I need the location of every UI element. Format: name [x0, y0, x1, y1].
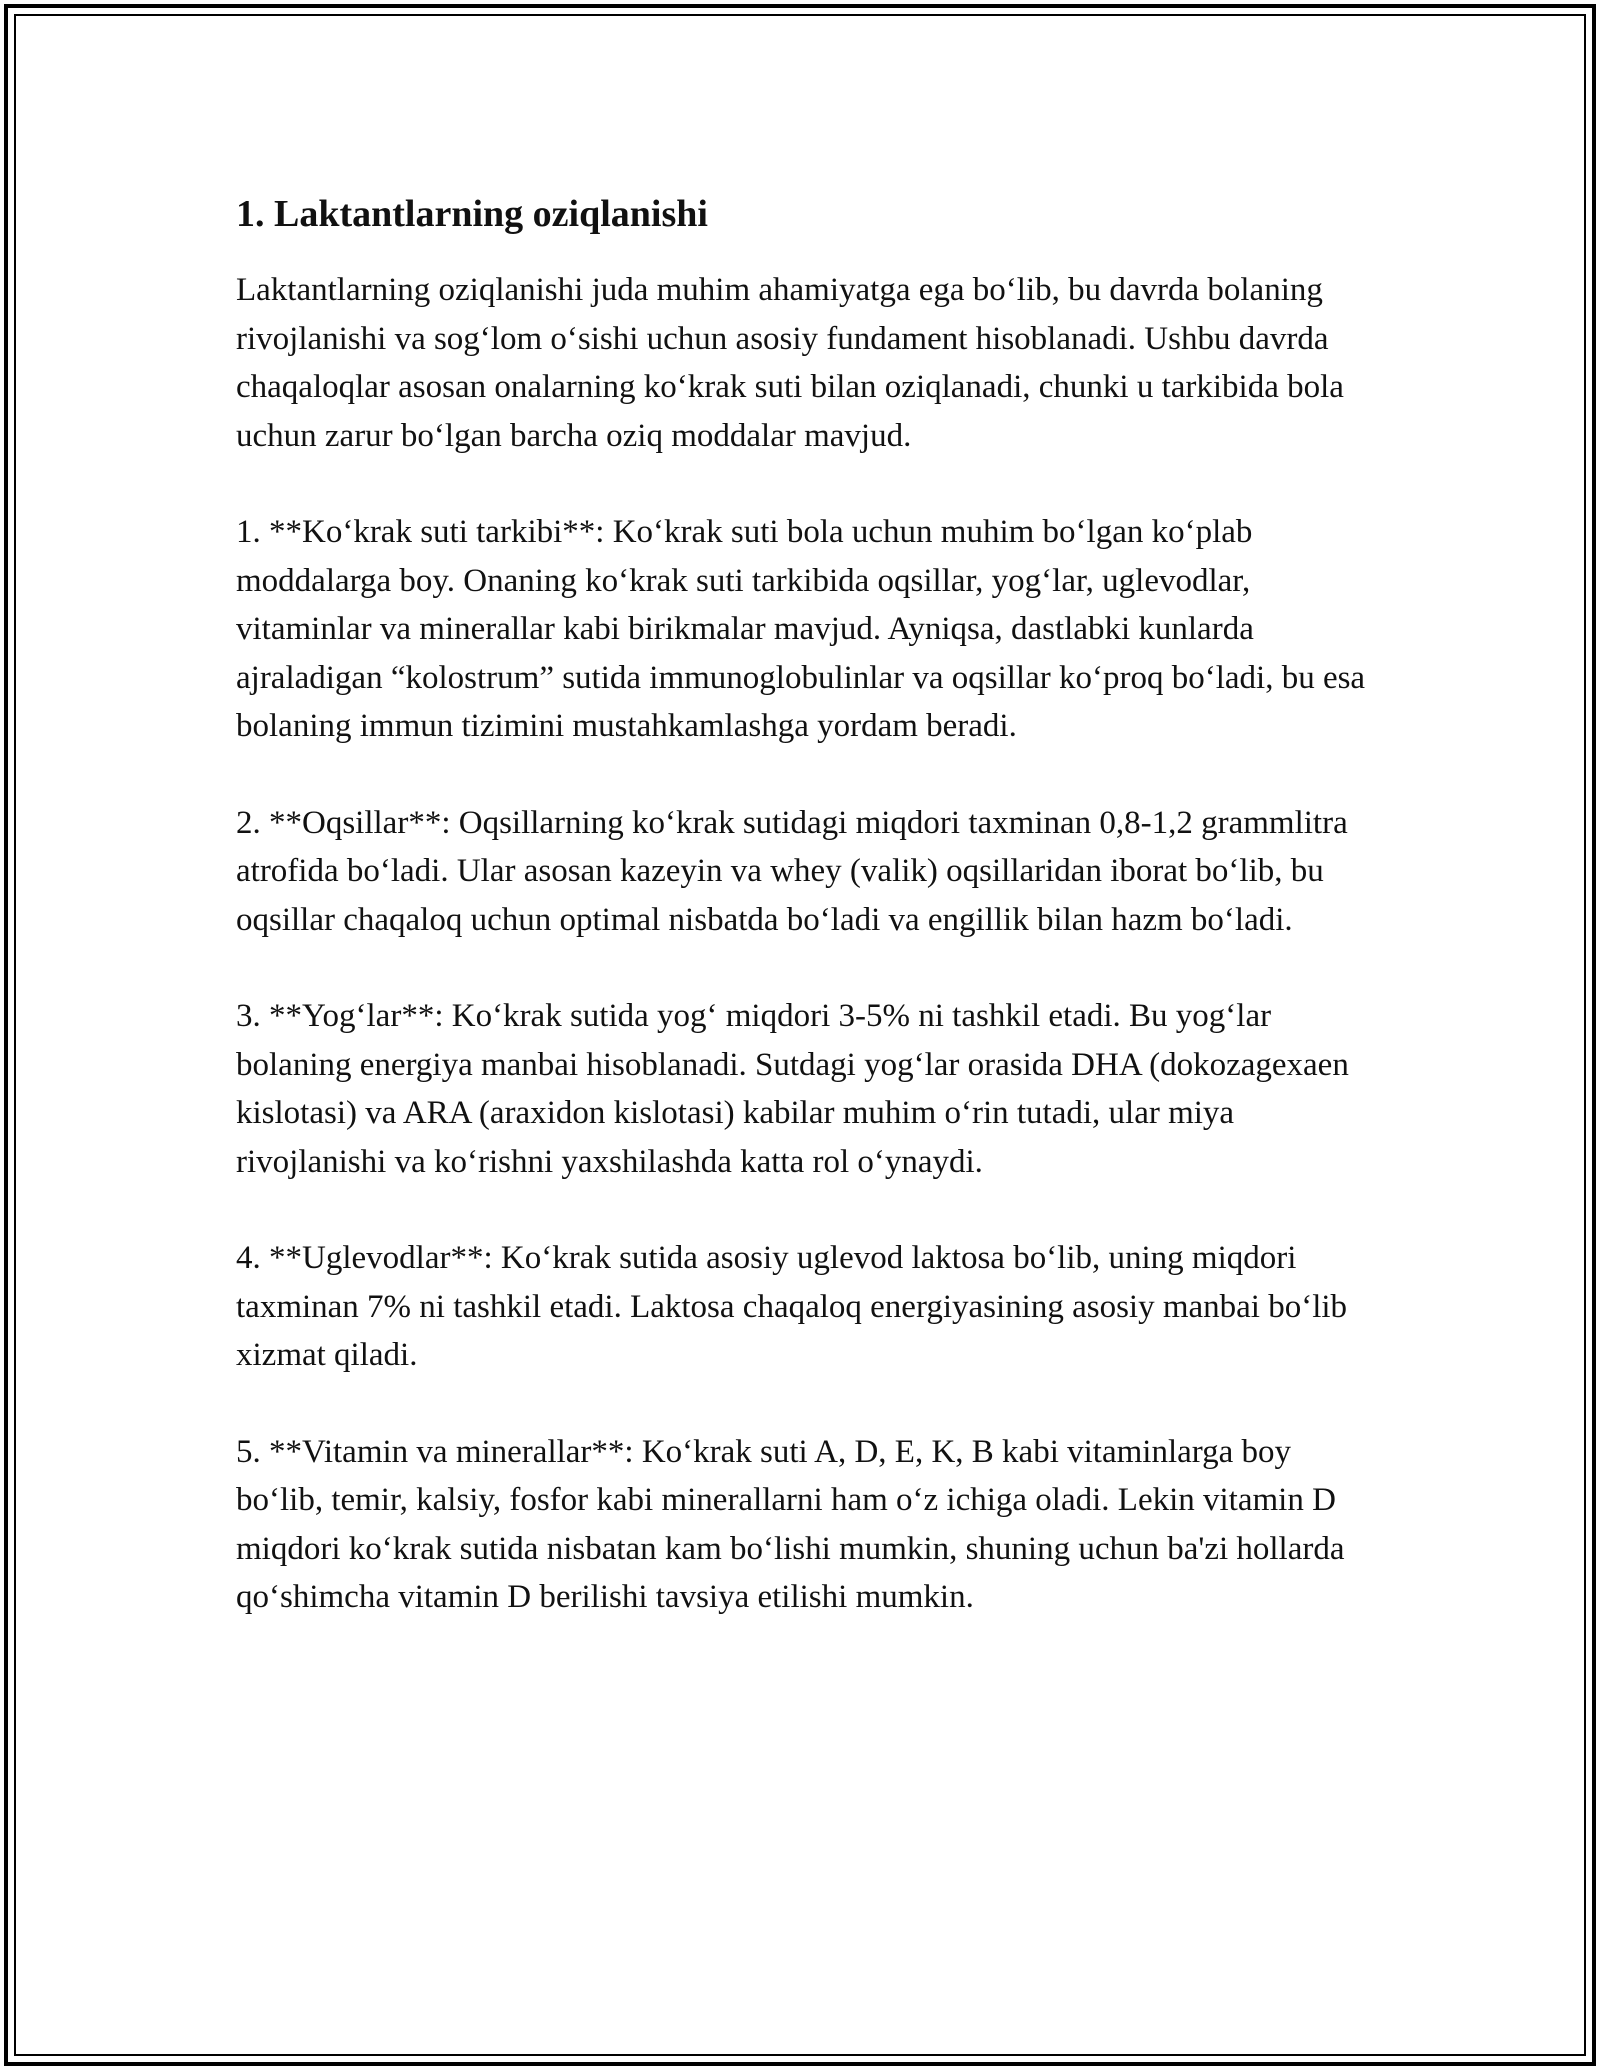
paragraph-fats: 3. **Yog‘lar**: Ko‘krak sutida yog‘ miqdori 3-5% ni tashkil etadi. Bu yog‘lar bolaning energiya manbai hisoblanadi. Sutdagi yog‘lar orasida DHA (dokozagexaen kislotasi) va ARA (araxidon kislotasi) kabilar muhim o‘rin tutadi, ular miya rivojlanishi va ko‘rishni yaxshilashda katta rol o‘ynaydi.	[236, 998, 1349, 1180]
paragraph-breast-milk-composition: 1. **Ko‘krak suti tarkibi**: Ko‘krak suti bola uchun muhim bo‘lgan ko‘plab moddalarga boy. Onaning ko‘krak suti tarkibida oqsillar, yog‘lar, uglevodlar, vitaminlar va minerallar kabi birikmalar mavjud. Ayniqsa, dastlabki kunlarda ajraladigan “kolostrum” sutida immunoglobulinlar va oqsillar ko‘proq bo‘ladi, bu esa bolaning immun tizimini mustahkamlashga yordam beradi.	[236, 514, 1366, 744]
paragraph-carbohydrates: 4. **Uglevodlar**: Ko‘krak sutida asosiy uglevod laktosa bo‘lib, uning miqdori taxminan 7% ni tashkil etadi. Laktosa chaqaloq energiyasining asosiy manbai bo‘lib xizmat qiladi.	[236, 1240, 1348, 1373]
section-heading: 1. Laktantlarning oziqlanishi	[236, 193, 708, 235]
paragraph-proteins: 2. **Oqsillar**: Oqsillarning ko‘krak sutidagi miqdori taxminan 0,8-1,2 grammlitra atrofida bo‘ladi. Ular asosan kazeyin va whey (valik) oqsillaridan iborat bo‘lib, bu oqsillar chaqaloq uchun optimal nisbatda bo‘ladi va engillik bilan hazm bo‘ladi.	[236, 804, 1348, 938]
paragraph-vitamins-minerals: 5. **Vitamin va minerallar**: Ko‘krak suti A, D, E, K, B kabi vitaminlarga boy bo‘lib, temir, kalsiy, fosfor kabi minerallarni ham o‘z ichiga oladi. Lekin vitamin D miqdori ko‘krak sutida nisbatan kam bo‘lishi mumkin, shuning uchun ba'zi hollarda qo‘shimcha vitamin D berilishi tavsiya etilishi mumkin.	[236, 1433, 1345, 1615]
document-body	[236, 190, 1376, 1670]
intro-paragraph: Laktantlarning oziqlanishi juda muhim ahamiyatga ega bo‘lib, bu davrda bolaning rivojlanishi va sog‘lom o‘sishi uchun asosiy fundament hisoblanadi. Ushbu davrda chaqaloqlar asosan onalarning ko‘krak suti bilan oziqlanadi, chunki u tarkibida bola uchun zarur bo‘lgan barcha oziq moddalar mavjud.	[236, 272, 1344, 454]
